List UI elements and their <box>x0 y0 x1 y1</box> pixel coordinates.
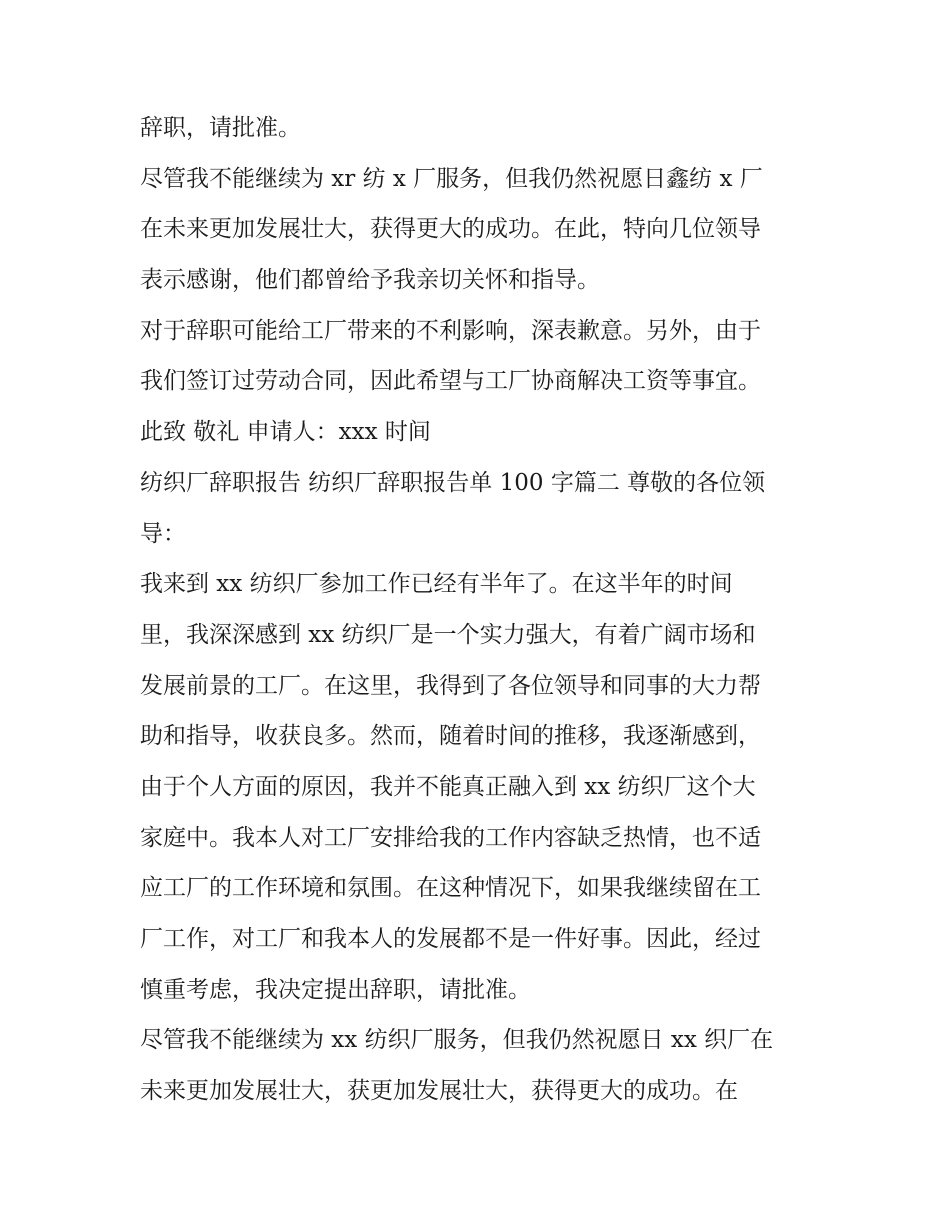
text-line: 我来到 xx 纺织厂参加工作已经有半年了。在这半年的时间 <box>140 571 733 598</box>
text-line: 我们签订过劳动合同，因此希望与工厂协商解决工资等事宜。 <box>140 368 761 395</box>
text-line: 辞职，请批准。 <box>140 115 301 141</box>
text-line: 此致 敬礼 申请人：xxx 时间 <box>140 419 431 446</box>
text-line: 未来更加发展壮大，获更加发展壮大，获得更大的成功。在 <box>140 1078 738 1105</box>
text-line: 对于辞职可能给工厂带来的不利影响，深表歉意。另外，由于 <box>140 317 761 344</box>
text-line: 尽管我不能继续为 xr 纺 x 厂服务，但我仍然祝愿日鑫纺 x 厂 <box>140 165 763 192</box>
text-line: 应工厂的工作环境和氛围。在这种情况下，如果我继续留在工 <box>140 875 761 902</box>
text-line: 纺织厂辞职报告 纺织厂辞职报告单 100 字篇二 尊敬的各位领 <box>140 469 766 496</box>
text-line: 发展前景的工厂。在这里，我得到了各位领导和同事的大力帮 <box>140 672 761 699</box>
text-line: 表示感谢，他们都曾给予我亲切关怀和指导。 <box>140 267 600 294</box>
text-line: 助和指导，收获良多。然而，随着时间的推移，我逐渐感到， <box>140 723 761 750</box>
text-line: 厂工作，对工厂和我本人的发展都不是一件好事。因此，经过 <box>140 926 761 952</box>
text-line: 慎重考虑，我决定提出辞职，请批准。 <box>140 976 531 1003</box>
text-line: 导： <box>140 520 186 547</box>
text-line: 家庭中。我本人对工厂安排给我的工作内容缺乏热情，也不适 <box>140 824 761 851</box>
text-line: 由于个人方面的原因，我并不能真正融入到 xx 纺织厂这个大 <box>140 773 756 800</box>
text-line: 在未来更加发展壮大，获得更大的成功。在此，特向几位领导 <box>140 216 761 243</box>
text-line: 里，我深深感到 xx 纺织厂是一个实力强大，有着广阔市场和 <box>140 621 756 648</box>
text-line: 尽管我不能继续为 xx 纺织厂服务，但我仍然祝愿日 xx 织厂在 <box>140 1027 774 1054</box>
document-body <box>140 103 820 1117</box>
